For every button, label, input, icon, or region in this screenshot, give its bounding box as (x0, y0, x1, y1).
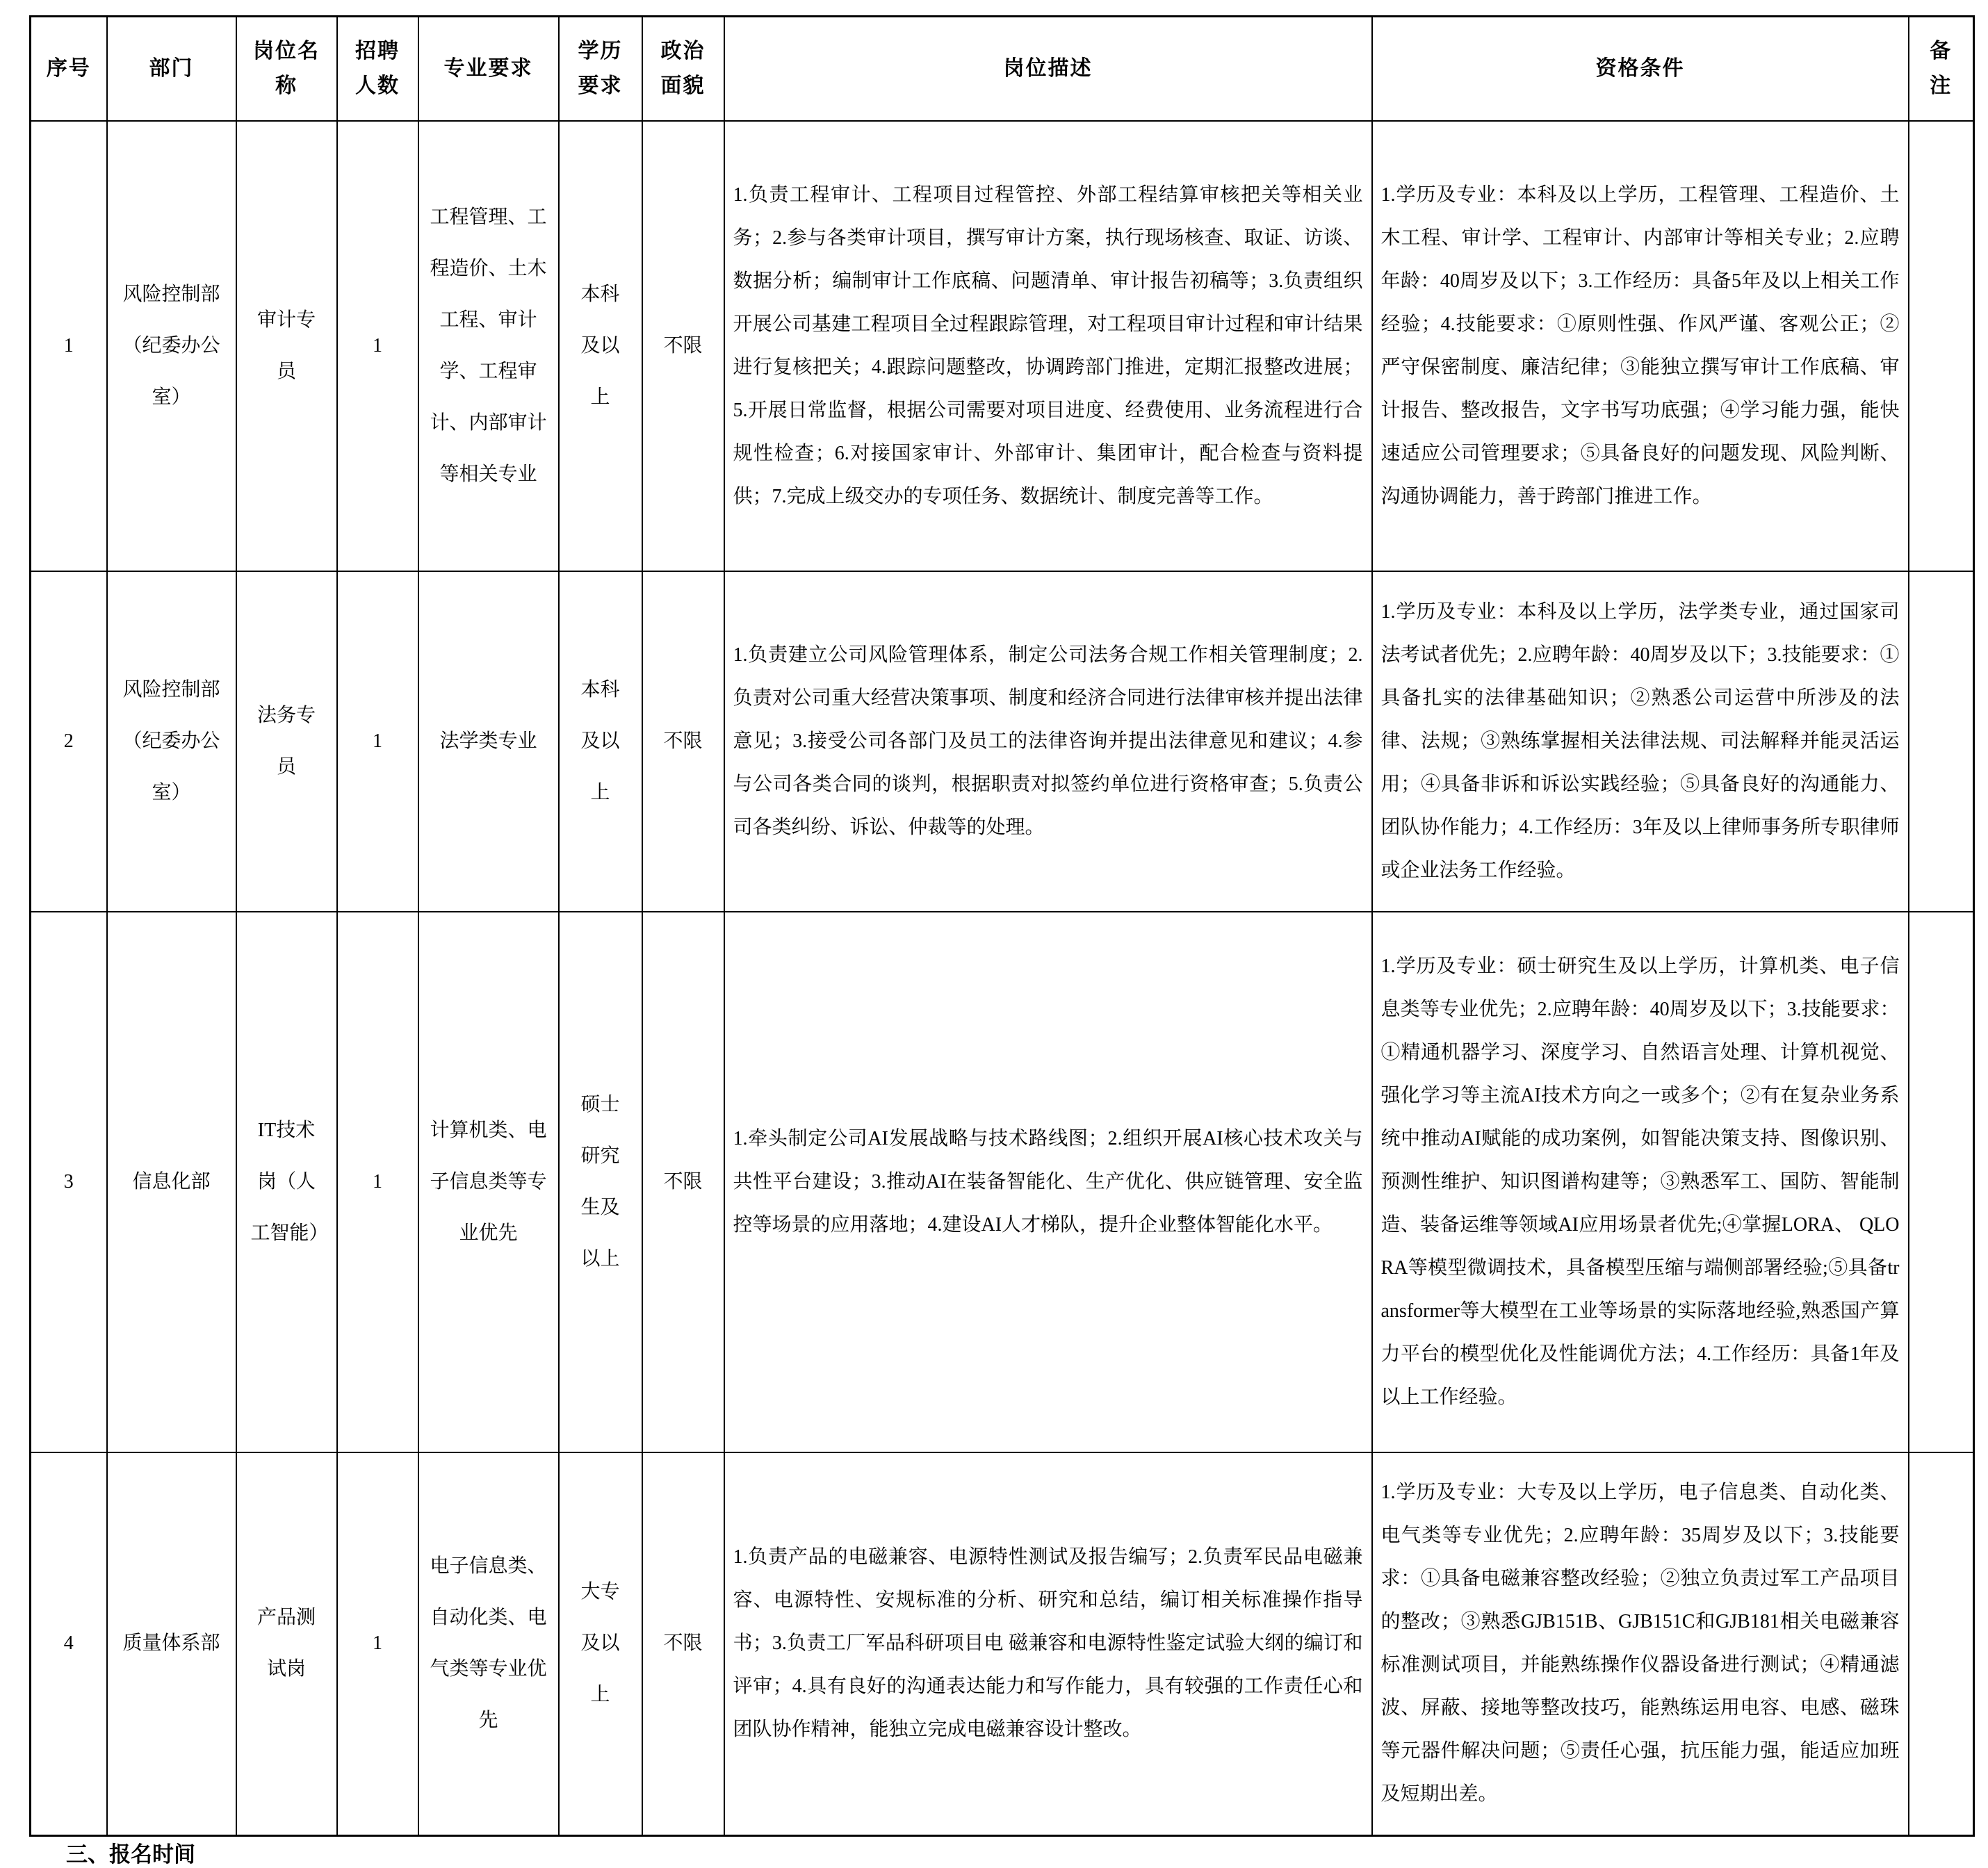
cell-department: 风险控制部（纪委办公室） (107, 571, 236, 912)
cell-political: 不限 (642, 912, 724, 1452)
cell-description: 1.负责建立公司风险管理体系，制定公司法务合规工作相关管理制度；2.负责对公司重大经营决策事项、制度和经济合同进行法律审核并提出法律意见；3.接受公司各部门及员工的法律咨询并提出法律意见和建议；4.参与公司各类合同的谈判，根据职责对拟签约单位进行资格审查；5.负责公司各类纠纷、诉讼、仲裁等的处理。 (724, 571, 1372, 912)
col-header-description: 岗位描述 (724, 17, 1372, 121)
cell-count: 1 (337, 1452, 418, 1836)
cell-position: IT技术岗（人工智能） (236, 912, 337, 1452)
cell-education: 大专及以上 (559, 1452, 642, 1836)
cell-education: 本科及以上 (559, 571, 642, 912)
cell-major: 工程管理、工程造价、土木工程、审计学、工程审计、内部审计等相关专业 (418, 121, 559, 571)
cell-political: 不限 (642, 1452, 724, 1836)
cell-department: 质量体系部 (107, 1452, 236, 1836)
cell-description: 1.负责工程审计、工程项目过程管控、外部工程结算审核把关等相关业务；2.参与各类审计项目，撰写审计方案，执行现场核查、取证、访谈、数据分析；编制审计工作底稿、问题清单、审计报告初稿等；3.负责组织开展公司基建工程项目全过程跟踪管理，对工程项目审计过程和审计结果进行复核把关；4.跟踪问题整改，协调跨部门推进，定期汇报整改进展；5.开展日常监督，根据公司需要对项目进度、经费使用、业务流程进行合规性检查；6.对接国家审计、外部审计、集团审计，配合检查与资料提供；7.完成上级交办的专项任务、数据统计、制度完善等工作。 (724, 121, 1372, 571)
cell-note (1909, 1452, 1974, 1836)
cell-qualification: 1.学历及专业：本科及以上学历，法学类专业，通过国家司法考试者优先；2.应聘年龄：40周岁及以下；3.技能要求：①具备扎实的法律基础知识；②熟悉公司运营中所涉及的法律、法规；③熟练掌握相关法律法规、司法解释并能灵活运用；④具备非诉和诉讼实践经验；⑤具备良好的沟通能力、团队协作能力；4.工作经历：3年及以上律师事务所专职律师或企业法务工作经验。 (1372, 571, 1909, 912)
cell-major: 法学类专业 (418, 571, 559, 912)
cell-qualification: 1.学历及专业：本科及以上学历，工程管理、工程造价、土木工程、审计学、工程审计、内部审计等相关专业；2.应聘年龄：40周岁及以下；3.工作经历：具备5年及以上相关工作经验；4.技能要求：①原则性强、作风严谨、客观公正；②严守保密制度、廉洁纪律；③能独立撰写审计工作底稿、审计报告、整改报告，文字书写功底强；④学习能力强，能快速适应公司管理要求；⑤具备良好的问题发现、风险判断、沟通协调能力，善于跨部门推进工作。 (1372, 121, 1909, 571)
cell-education: 本科及以上 (559, 121, 642, 571)
col-header-count: 招聘人数 (337, 17, 418, 121)
col-header-qualification: 资格条件 (1372, 17, 1909, 121)
col-header-seq: 序号 (31, 17, 107, 121)
cell-seq: 3 (31, 912, 107, 1452)
col-header-department: 部门 (107, 17, 236, 121)
cell-political: 不限 (642, 571, 724, 912)
cell-position: 产品测试岗 (236, 1452, 337, 1836)
cell-seq: 4 (31, 1452, 107, 1836)
cell-major: 电子信息类、自动化类、电气类等专业优先 (418, 1452, 559, 1836)
table-row (31, 1452, 1974, 1836)
col-header-education: 学历要求 (559, 17, 642, 121)
cell-count: 1 (337, 912, 418, 1452)
recruitment-table-wrapper (29, 15, 1975, 1837)
cell-education: 硕士研究生及以上 (559, 912, 642, 1452)
cell-note (1909, 912, 1974, 1452)
cell-description: 1.负责产品的电磁兼容、电源特性测试及报告编写；2.负责军民品电磁兼容、电源特性、安规标准的分析、研究和总结，编订相关标准操作指导书；3.负责工厂军品科研项目电 磁兼容和电源特性鉴定试验大纲的编订和评审；4.具有良好的沟通表达能力和写作能力，具有较强的工作责任心和团队协作精神，能独立完成电磁兼容设计整改。 (724, 1452, 1372, 1836)
cell-qualification: 1.学历及专业：大专及以上学历，电子信息类、自动化类、电气类等专业优先；2.应聘年龄：35周岁及以下；3.技能要求：①具备电磁兼容整改经验；②独立负责过军工产品项目的整改；③熟悉GJB151B、GJB151C和GJB181相关电磁兼容标准测试项目，并能熟练操作仪器设备进行测试；④精通滤波、屏蔽、接地等整改技巧，能熟练运用电容、电感、磁珠等元器件解决问题；⑤责任心强，抗压能力强，能适应加班及短期出差。 (1372, 1452, 1909, 1836)
col-header-political: 政治面貌 (642, 17, 724, 121)
cell-note (1909, 121, 1974, 571)
cell-major: 计算机类、电子信息类等专业优先 (418, 912, 559, 1452)
section-heading-fragment: 三、报名时间 (66, 1842, 195, 1867)
table-row (31, 571, 1974, 912)
cell-position: 审计专员 (236, 121, 337, 571)
col-header-major: 专业要求 (418, 17, 559, 121)
cell-note (1909, 571, 1974, 912)
cell-seq: 2 (31, 571, 107, 912)
table-row (31, 912, 1974, 1452)
cell-department: 风险控制部（纪委办公室） (107, 121, 236, 571)
cell-department: 信息化部 (107, 912, 236, 1452)
cell-count: 1 (337, 571, 418, 912)
table-row (31, 121, 1974, 571)
cell-seq: 1 (31, 121, 107, 571)
cell-political: 不限 (642, 121, 724, 571)
cell-position: 法务专员 (236, 571, 337, 912)
cell-count: 1 (337, 121, 418, 571)
header-row (31, 17, 1974, 121)
recruitment-positions-table (29, 15, 1975, 1837)
cell-qualification: 1.学历及专业：硕士研究生及以上学历，计算机类、电子信息类等专业优先；2.应聘年龄：40周岁及以下；3.技能要求：①精通机器学习、深度学习、自然语言处理、计算机视觉、强化学习等主流AI技术方向之一或多个；②有在复杂业务系统中推动AI赋能的成功案例，如智能决策支持、图像识别、预测性维护、知识图谱构建等；③熟悉军工、国防、智能制造、装备运维等领域AI应用场景者优先;④掌握LORA、 QLORA等模型微调技术，具备模型压缩与端侧部署经验;⑤具备transformer等大模型在工业等场景的实际落地经验,熟悉国产算力平台的模型优化及性能调优方法；4.工作经历：具备1年及以上工作经验。 (1372, 912, 1909, 1452)
col-header-note: 备注 (1909, 17, 1974, 121)
col-header-position: 岗位名称 (236, 17, 337, 121)
cell-description: 1.牵头制定公司AI发展战略与技术路线图；2.组织开展AI核心技术攻关与共性平台建设；3.推动AI在装备智能化、生产优化、供应链管理、安全监控等场景的应用落地；4.建设AI人才梯队，提升企业整体智能化水平。 (724, 912, 1372, 1452)
